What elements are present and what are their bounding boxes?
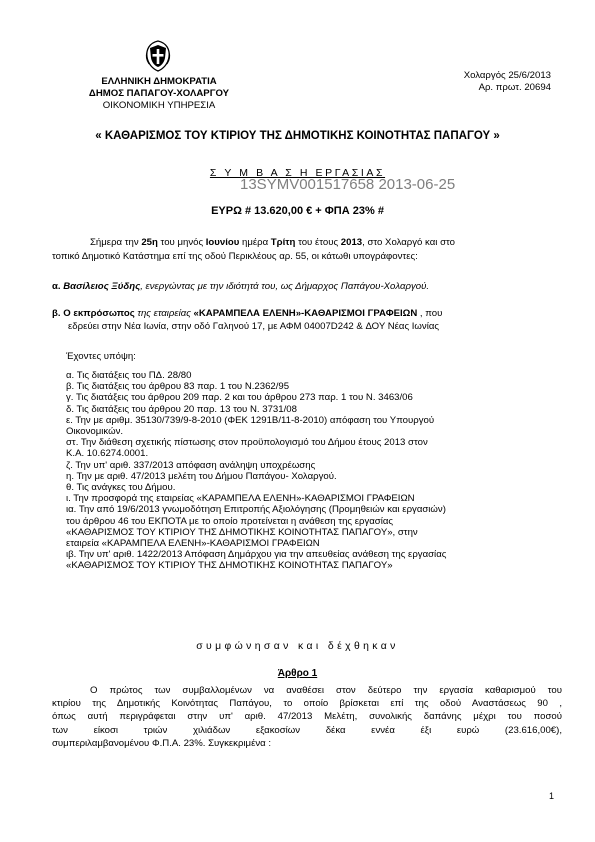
list-item: α. Τις διατάξεις του ΠΔ. 28/80: [66, 370, 192, 381]
document-title: « ΚΑΘΑΡΙΣΜΟΣ ΤΟΥ ΚΤΙΡΙΟΥ ΤΗΣ ΔΗΜΟΤΙΚΗΣ ΚΟΙΝΟΤΗΤΑΣ ΠΑΠΑΓΟΥ »: [95, 130, 500, 142]
intro-line-1: Σήμερα την 25η του μηνός Ιουνίου ημέρα Τρίτη του έτους 2013, στο Χολαργό και στο: [90, 237, 455, 248]
article-1-line: όπως αυτή περιγράφεται στην υπ' αριθ. 47/2013 Μελέτη, συνολικής δαπάνης μέχρι του ποσού: [52, 711, 562, 723]
list-item: θ. Τις ανάγκες του Δήμου.: [66, 482, 176, 494]
considerations-list: [66, 370, 556, 572]
header-municipality: ΔΗΜΟΣ ΠΑΠΑΓΟΥ-ΧΟΛΑΡΓΟΥ: [88, 88, 230, 99]
header-service: ΟΙΚΟΝΟΜΙΚΗ ΥΠΗΡΕΣΙΑ: [102, 100, 216, 111]
article-1-line: των είκοσι τριών χιλιάδων εξακοσίων δέκα εννέα έξι ευρώ (23.616,00€),: [52, 724, 562, 736]
list-item: δ. Τις διατάξεις του άρθρου 20 παρ. 13 του Ν. 3731/08: [66, 403, 297, 415]
protocol-number: Αρ. πρωτ. 20694: [478, 82, 551, 93]
considering-heading: Έχοντες υπόψη:: [66, 351, 136, 362]
list-item: ι. Την προσφορά της εταιρείας «ΚΑΡΑΜΠΕΛΑ ΕΛΕΝΗ»-ΚΑΘΑΡΙΣΜΟΙ ΓΡΑΦΕΙΩΝ: [66, 493, 415, 505]
article-1-line: συμπεριλαμβανομένου Φ.Π.Α. 23%. Συγκεκριμένα :: [52, 737, 272, 749]
party-a: α. Βασίλειος Ξύδης, ενεργώντας με την ιδιότητά του, ως Δήμαρχος Παπάγου-Χολαργού.: [52, 281, 430, 292]
page-number: 1: [549, 791, 555, 801]
article-1-line: κτιρίου της Δημοτικής Κοινότητας Παπάγου, το οποίο βρίσκεται επί της οδού Αναστάσεως 90 ,: [52, 698, 562, 710]
list-item: η. Την με αριθ. 47/2013 μελέτη του Δήμου Παπάγου- Χολαργού.: [66, 470, 337, 482]
list-item: «ΚΑΘΑΡΙΣΜΟΣ ΤΟΥ ΚΤΙΡΙΟΥ ΤΗΣ ΔΗΜΟΤΙΚΗΣ ΚΟΙΝΟΤΗΤΑΣ ΠΑΠΑΓΟΥ», στην: [66, 526, 418, 538]
list-item: γ. Τις διατάξεις του άρθρου 209 παρ. 2 και του άρθρου 273 παρ. 1 του Ν. 3463/06: [66, 392, 413, 404]
list-item: του άρθρου 46 του ΕΚΠΟΤΑ με το οποίο προτείνεται η ανάθεση της εργασίας: [66, 515, 394, 527]
article-1-line: Ο πρώτος των συμβαλλομένων να αναθέσει στον δεύτερο την εργασία καθαρισμού του: [90, 685, 562, 696]
article-1-heading: Άρθρο 1: [277, 668, 318, 679]
list-item: ζ. Την υπ' αριθ. 337/2013 απόφαση ανάληψη υποχρέωσης: [66, 459, 316, 471]
list-item: Οικονομικών.: [66, 426, 124, 438]
greek-state-emblem-icon: [143, 40, 173, 72]
intro-line-2: τοπικό Δημοτικό Κατάστημα επί της οδού Περικλέους αρ. 55, οι κάτωθι υπογράφοντες:: [52, 251, 418, 262]
subtitle-text: Σ Υ Μ Β Α Σ Η ΕΡΓΑΣΙΑΣ: [209, 167, 386, 179]
agreed-heading: συμφώνησαν και δέχθηκαν: [196, 641, 399, 652]
header-country: ΕΛΛΗΝΙΚΗ ΔΗΜΟΚΡΑΤΙΑ: [101, 76, 217, 87]
registry-stamp: 13SYMV001517658 2013-06-25: [240, 176, 456, 193]
list-item: στ. Την διάθεση σχετικής πίστωσης στον προϋπολογισμό του Δήμου έτους 2013 στον: [66, 437, 428, 449]
list-item: Κ.Α. 10.6274.0001.: [66, 448, 149, 460]
list-item: β. Τις διατάξεις του άρθρου 83 παρ. 1 του Ν.2362/95: [66, 381, 290, 393]
list-item: «ΚΑΘΑΡΙΣΜΟΣ ΤΟΥ ΚΤΙΡΙΟΥ ΤΗΣ ΔΗΜΟΤΙΚΗΣ ΚΟΙΝΟΤΗΤΑΣ ΠΑΠΑΓΟΥ»: [66, 560, 393, 572]
list-item: ιβ. Την υπ' αριθ. 1422/2013 Απόφαση Δημάρχου για την απευθείας ανάθεση της εργασίας: [66, 549, 447, 561]
party-b-line-2: εδρεύει στην Νέα Ιωνία, στην οδό Γαληνού 17, με ΑΦΜ 04007D242 & ΔΟΥ Νέας Ιωνίας: [68, 321, 440, 332]
article-1-body: [52, 684, 562, 750]
list-item: ε. Την με αριθμ. 35130/739/9-8-2010 (ΦΕΚ 1291Β/11-8-2010) απόφαση του Υπουργού: [66, 414, 435, 426]
list-item: ια. Την από 19/6/2013 γνωμοδότηση Επιτροπής Αξιολόγησης (Προμηθειών και εργασιών): [66, 504, 446, 516]
contract-amount: ΕΥΡΩ # 13.620,00 € + ΦΠΑ 23% #: [211, 205, 384, 217]
place-date: Χολαργός 25/6/2013: [463, 70, 551, 81]
list-item: εταιρεία «ΚΑΡΑΜΠΕΛΑ ΕΛΕΝΗ»-ΚΑΘΑΡΙΣΜΟΙ ΓΡΑΦΕΙΩΝ: [66, 538, 320, 550]
party-b-line-1: β. Ο εκπρόσωπος της εταιρείας «ΚΑΡΑΜΠΕΛΑ ΕΛΕΝΗ»-ΚΑΘΑΡΙΣΜΟΙ ΓΡΑΦΕΙΩΝ , που: [52, 308, 443, 319]
